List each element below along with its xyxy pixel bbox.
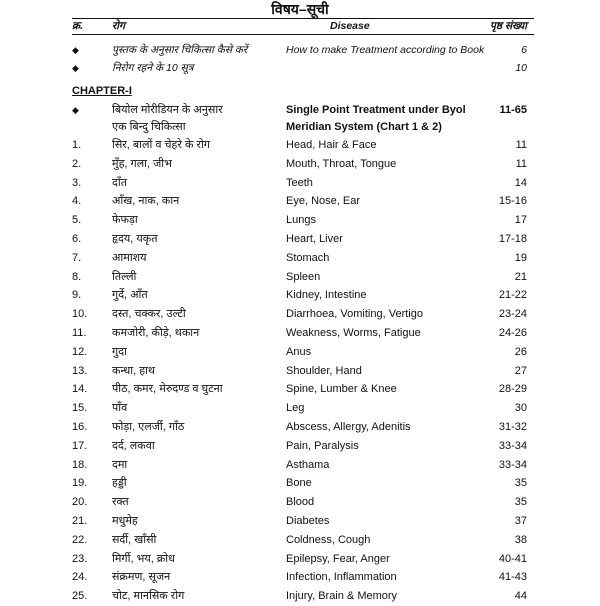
table-row <box>0 418 600 437</box>
row-page: 35 <box>514 477 527 490</box>
row-number: 8. <box>72 270 82 283</box>
row-hindi: गुदा <box>112 345 127 358</box>
row-english: Stomach <box>286 251 330 264</box>
table-row <box>0 174 600 193</box>
row-english: Injury, Brain & Memory <box>286 590 398 603</box>
row-page: 11 <box>515 139 527 151</box>
row-number: 4. <box>72 195 82 208</box>
chapter-entry-page: 11-65 <box>499 104 527 116</box>
table-row <box>0 155 600 174</box>
row-hindi: दस्त, चक्कर, उल्टी <box>112 308 186 321</box>
row-hindi: पाँव <box>112 402 128 415</box>
row-number: 21. <box>72 515 88 527</box>
row-page: 30 <box>514 402 527 415</box>
row-number: 11. <box>72 327 87 339</box>
row-number: 3. <box>72 176 82 189</box>
row-english: Lungs <box>286 214 316 227</box>
header-english: Disease <box>330 20 370 32</box>
table-row <box>0 324 600 343</box>
row-hindi: दर्द, लकवा <box>112 439 155 452</box>
table-row <box>0 550 600 569</box>
row-hindi: संक्रमण, सूजन <box>112 571 171 584</box>
chapter-entry-hindi-line1: बियोल मोरीडियन के अनुसार <box>112 104 223 116</box>
row-page: 28-29 <box>498 383 527 396</box>
row-number: 6. <box>72 233 82 245</box>
row-english: Teeth <box>286 176 313 189</box>
intro-page: 6 <box>521 44 527 56</box>
row-number: 18. <box>72 458 88 471</box>
table-row <box>0 362 600 381</box>
row-page: 41-43 <box>498 571 527 584</box>
row-page: 37 <box>514 515 527 527</box>
row-hindi: चोट, मानसिक रोग <box>112 590 185 603</box>
row-page: 21 <box>514 270 527 283</box>
row-page: 27 <box>514 364 527 377</box>
row-page: 14 <box>514 176 527 189</box>
row-english: Head, Hair & Face <box>286 139 377 151</box>
row-number: 1. <box>72 139 82 151</box>
row-number: 24. <box>72 571 88 584</box>
row-english: Heart, Liver <box>286 233 343 245</box>
header-hindi: रोग <box>112 20 125 32</box>
row-hindi: फेफड़ा <box>112 214 138 227</box>
row-number: 2. <box>72 157 82 170</box>
row-number: 22. <box>72 533 88 546</box>
header-serial: क्र. <box>72 20 83 32</box>
row-english: Spine, Lumber & Knee <box>286 383 397 396</box>
chapter-heading: CHAPTER-I <box>72 85 132 97</box>
row-page: 38 <box>514 533 527 546</box>
table-row <box>0 474 600 493</box>
row-number: 10. <box>72 308 88 321</box>
bullet-icon: ◆ <box>72 105 79 115</box>
row-hindi: तिल्ली <box>112 270 137 283</box>
intro-english: How to make Treatment according to Book <box>286 44 485 56</box>
row-number: 23. <box>72 552 88 565</box>
table-row <box>0 512 600 531</box>
row-page: 15-16 <box>498 195 527 208</box>
table-row <box>0 286 600 305</box>
row-page: 33-34 <box>498 439 527 452</box>
row-page: 21-22 <box>498 289 527 302</box>
row-page: 17-18 <box>498 233 527 245</box>
row-english: Asthama <box>286 458 330 471</box>
row-hindi: दमा <box>112 458 128 471</box>
table-row <box>0 230 600 249</box>
table-row <box>0 380 600 399</box>
table-row <box>0 493 600 512</box>
row-number: 14. <box>72 383 88 396</box>
row-number: 15. <box>72 402 88 415</box>
row-hindi: रक्त <box>112 496 129 509</box>
chapter-entry-english-line1: Single Point Treatment under Byol <box>286 104 466 116</box>
row-page: 26 <box>514 345 527 358</box>
row-english: Weakness, Worms, Fatigue <box>286 327 421 339</box>
bullet-icon: ◆ <box>72 45 79 55</box>
header-bottom-rule <box>72 34 534 35</box>
row-hindi: सर्दी, खाँसी <box>112 533 157 546</box>
row-english: Spleen <box>286 270 321 283</box>
row-number: 17. <box>72 439 88 452</box>
row-hindi: मधुमेह <box>112 515 138 527</box>
table-row <box>0 568 600 587</box>
row-hindi: गुर्दे, आँत <box>112 289 148 302</box>
row-page: 17 <box>514 214 527 227</box>
row-number: 9. <box>72 289 82 302</box>
row-hindi: दाँत <box>112 176 127 189</box>
row-english: Bone <box>286 477 312 490</box>
row-english: Pain, Paralysis <box>286 439 359 452</box>
bullet-icon: ◆ <box>72 63 79 73</box>
chapter-entry-english-line2: Meridian System (Chart 1 & 2) <box>286 121 442 133</box>
row-hindi: फोड़ा, एलर्जी, गाँठ <box>112 421 185 433</box>
row-english: Blood <box>286 496 315 509</box>
row-number: 7. <box>72 251 82 264</box>
row-page: 44 <box>514 590 527 603</box>
row-hindi: मिर्गी, भय, क्रोध <box>112 552 175 565</box>
row-hindi: मुँह, गला, जीभ <box>112 157 172 170</box>
row-number: 20. <box>72 496 88 509</box>
table-row <box>0 587 600 606</box>
table-row <box>0 136 600 155</box>
row-page: 11 <box>515 157 527 170</box>
row-number: 12. <box>72 345 88 358</box>
table-row <box>0 531 600 550</box>
intro-row <box>0 41 600 60</box>
row-hindi: आँख, नाक, कान <box>112 195 180 208</box>
row-hindi: कमजोरी, कीड़े, थकान <box>112 327 200 339</box>
intro-hindi: पुस्तक के अनुसार चिकित्सा कैसे करें <box>112 44 248 56</box>
table-row <box>0 268 600 287</box>
header-top-rule <box>72 18 534 19</box>
table-row <box>0 456 600 475</box>
intro-hindi: निरोग रहने के 10 सूत्र <box>112 62 194 74</box>
row-english: Mouth, Throat, Tongue <box>286 157 397 170</box>
row-hindi: हड्डी <box>112 477 127 490</box>
page-title: विषय–सूची <box>271 1 329 17</box>
row-number: 25. <box>72 590 88 603</box>
row-page: 31-32 <box>498 421 527 433</box>
row-page: 24-26 <box>498 327 527 339</box>
intro-row <box>0 59 600 78</box>
row-english: Infection, Inflammation <box>286 571 397 584</box>
row-english: Diarrhoea, Vomiting, Vertigo <box>286 308 423 321</box>
row-english: Anus <box>286 345 312 358</box>
row-english: Shoulder, Hand <box>286 364 362 377</box>
row-english: Diabetes <box>286 515 330 527</box>
row-page: 19 <box>514 251 527 264</box>
row-hindi: आमाशय <box>112 251 147 264</box>
row-page: 40-41 <box>498 552 527 565</box>
row-english: Coldness, Cough <box>286 533 371 546</box>
table-row <box>0 192 600 211</box>
row-page: 33-34 <box>498 458 527 471</box>
row-hindi: सिर, बालों व चेहरे के रोग <box>112 139 210 151</box>
table-row <box>0 399 600 418</box>
header-page: पृष्ठ संख्या <box>489 20 527 32</box>
row-hindi: कन्धा, हाथ <box>112 364 155 377</box>
row-english: Eye, Nose, Ear <box>286 195 360 208</box>
row-hindi: हृदय, यकृत <box>112 233 158 245</box>
row-number: 13. <box>72 364 88 377</box>
table-row <box>0 249 600 268</box>
row-page: 23-24 <box>498 308 527 321</box>
row-number: 19. <box>72 477 88 490</box>
row-english: Kidney, Intestine <box>286 289 367 302</box>
row-english: Abscess, Allergy, Adenitis <box>286 421 411 433</box>
row-page: 35 <box>514 496 527 509</box>
row-hindi: पीठ, कमर, मेरुदण्ड व घुटना <box>112 383 223 396</box>
intro-page: 10 <box>515 62 527 74</box>
row-number: 5. <box>72 214 82 227</box>
chapter-entry-hindi-line2: एक बिन्दु चिकित्सा <box>112 121 186 133</box>
table-row <box>0 305 600 324</box>
row-english: Epilepsy, Fear, Anger <box>286 552 390 565</box>
chapter-entry <box>0 102 600 138</box>
row-english: Leg <box>286 402 305 415</box>
table-row <box>0 437 600 456</box>
row-number: 16. <box>72 421 88 433</box>
table-row <box>0 343 600 362</box>
table-row <box>0 211 600 230</box>
